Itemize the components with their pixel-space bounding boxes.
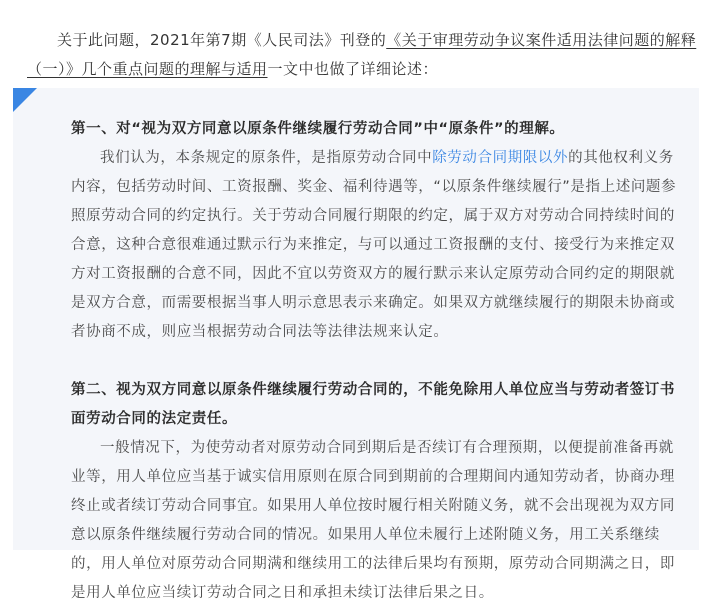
quote-content [71, 115, 681, 608]
blockquote [13, 88, 699, 601]
section-1-text: 我们认为，本条规定的原条件，是指原劳动合同中 [100, 150, 433, 166]
section-1-heading: 第一、对“视为双方同意以原条件继续履行劳动合同”中“原条件”的理解。 [71, 121, 565, 137]
intro-paragraph [27, 26, 697, 84]
highlighted-text: 除劳动合同期限以外 [432, 150, 569, 166]
section-2-heading: 第二、视为双方同意以原条件继续履行劳动合同的，不能免除用人单位应当与劳动者签订书面劳动合同的法定责任。 [71, 382, 675, 427]
intro-text-end: 一文中也做了详细论述： [267, 60, 439, 78]
spacer [71, 347, 681, 376]
section-1-paragraph [71, 144, 681, 347]
section-2-paragraph: 一般情况下，为使劳动者对原劳动合同到期后是否续订有合理预期，以便提前准备再就业等，用人单位应当基于诚实信用原则在原合同到期前的合理期间内通知劳动者，协商办理终止或者续订劳动合同事宜。如果用人单位按时履行相关附随义务，就不会出现视为双方同意以原条件继续履行劳动合同的情况。如果用人单位未履行上述附随义务，用工关系继续的，用人单位对原劳动合同期满和继续用工的法律后果均有预期，原劳动合同期满之日，即是用人单位应当续订劳动合同之日和承担未续订法律后果之日。 [71, 440, 675, 601]
intro-text: 关于此问题，2021年第7期《人民司法》刊登的 [57, 31, 387, 49]
section-1-text-rest: 的其他权利义务内容，包括劳动时间、工资报酬、奖金、福利待遇等，“以原条件继续履行”是指上述问题参照原劳动合同的约定执行。关于劳动合同履行期限的约定，属于双方对劳动合同持续时间的合意，这种合意很难通过默示行为来推定，与可以通过工资报酬的支付、接受行为来推定双方对工资报酬的合意不同，因此不宜以劳资双方的履行默示来认定原劳动合同约定的期限就是双方合意，而需要根据当事人明示意思表示来确定。如果双方就继续履行的期限未协商或者协商不成，则应当根据劳动合同法等法律法规来认定。 [71, 150, 677, 340]
article-link[interactable]: 《关于审理劳动争议案件适用法律问题的解释（一）》几个重点问题的理解与适用 [27, 31, 697, 78]
corner-decoration-icon [13, 88, 37, 112]
